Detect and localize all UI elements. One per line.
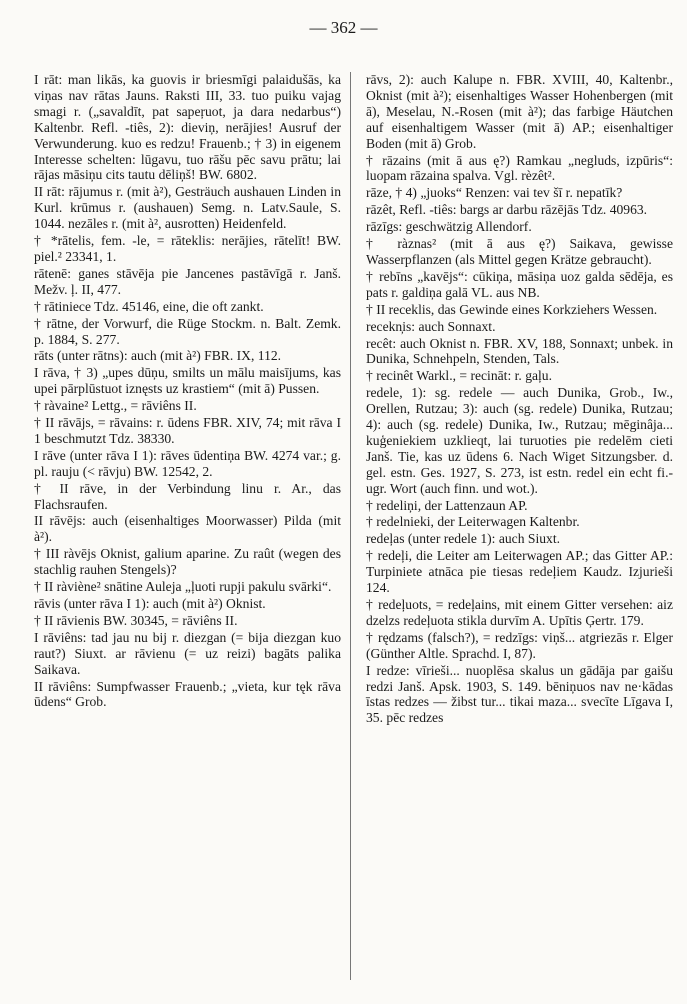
entry: rāze, † 4) „juoks“ Renzen: vai tev šī r. nepatīk? (366, 185, 623, 201)
entry: † rātiniece Tdz. 45146, eine, die oft zankt. (34, 298, 264, 314)
entry: † rebīns „kavējs“: cūkiņa, māsiņa uoz galda sēdēja, es pats r. galdiņa galā VL. aus NB. (366, 268, 673, 300)
entry: † redeļi, die Leiter am Leiterwagen AP.; das Gitter AP.: Turpiniete atnāca pie tiesas redeļiem Kaudz. Izjurieši 124. (366, 548, 673, 596)
entry: I rāt: man likās, ka guovis ir briesmīgi palaidušās, ka viņas nav rātas Jauns. Raksti III, 33. tuo puiku vajag smagi r. („savaldīt, pat sapeŗuot, ja dara nedarbus“) Kaltenbr. Refl. -tiês, 2): dieviņ, nerājies! Ausruf der Verwunderung. kuo es redzu! Frauenb.; † 3) in eigenem Interesse schelten: lūgavu, tuo rāšu pēc savu prātu; lai rājas māsiņu cits tautu dēliņš! BW. 6802. (34, 72, 341, 183)
entry: redele, 1): sg. redele — auch Dunika, Grob., Iw., Orellen, Rutzau; 3): auch (sg. redele) Dunika, Rutzau; 4): auch (sg. redele) Dunika, Iw., Rutzau; mēginâja... kuģeniekiem uzklieqt, lai turuoties pie redelēm cieti Janš. Tie, kas uz ūdens 6. Nach Wiget Sitzungsber. d. gel. estn. Ges. 1927, S. 273, ist estn. redel ein echt fi.-ugr. Wort (auch finn. und wot.). (366, 385, 673, 496)
entry: I redze: vīrieši... nuoplēsa skalus un gādāja par gaišu redzi Janš. Apsk. 1903, S. 149. bēniņuos nav ne·kādas īstas redzes — žibst tur... tikai maza... svecīte Līgava I, 35. pēc redzes (366, 662, 673, 726)
entry: † redeļuots, = redeļains, mit einem Gitter versehen: aiz dzelzs redeļuota stikla durvīm A. Upītis Ģertr. 179. (366, 597, 673, 628)
entry: rāvis (unter rāva I 1): auch (mit à²) Oknist. (34, 596, 266, 611)
entry: † rātne, der Vorwurf, die Rüge Stockm. n. Balt. Zemk. p. 1884, S. 277. (34, 315, 341, 347)
entry: † rędzams (falsch?), = redzīgs: viņš... atgriezās r. Elger (Günther Altle. Sprachd. I, 87). (366, 629, 673, 661)
entry: II rāvējs: auch (eisenhaltiges Moorwasser) Pilda (mit à²). (34, 513, 341, 545)
entry: † recinêt Warkl., = recināt: r. gaļu. (366, 368, 552, 384)
page-number: — 362 — (309, 18, 378, 37)
entry: † III ràvējs Oknist, galium aparine. Zu raût (wegen des stachlig rauhen Stengels)? (34, 546, 341, 578)
entry: † ràvaine² Lettg., = rāviêns II. (34, 398, 197, 414)
right-column (366, 72, 673, 727)
entry: † II rāve, in der Verbindung linu r. Ar., das Flachsraufen. (34, 480, 341, 512)
entry: rāzêt, Refl. -tiês: bargs ar darbu rāzējās Tdz. 40963. (366, 202, 648, 218)
entry: recêt: auch Oknist n. FBR. XV, 188, Sonnaxt; unbek. in Dunika, Schnehpeln, Stenden, Tals. (366, 335, 673, 367)
entry: † ràznas² (mit ā aus ę?) Saikava, gewisse Wasserpflanzen (als Mittel gegen Krätze gebraucht). (366, 236, 673, 267)
entry: rāvs, 2): auch Kalupe n. FBR. XVIII, 40, Kaltenbr., Oknist (mit à²); eisenhaltiges Wasser Hohenbergen (mit ā), Meselau, N.-Rosen (mit à²); das farbige Häutchen auf eisenhaltigem Wasser (mit ā) AP.; eisenhaltiger Boden (mit ā) Grob. (366, 72, 673, 151)
entry: rātenē: ganes stāvēja pie Jancenes pastāvīgā r. Janš. Mežv. ļ. II, 477. (34, 265, 341, 297)
entry: † redeliņi, der Lattenzaun AP. (366, 497, 528, 513)
entry: II rāviêns: Sumpfwasser Frauenb.; „vieta, kur tęk rāva ūdens“ Grob. (34, 678, 341, 710)
entry: † II ràviène² snātine Auleja „ļuoti rupji pakulu svārki“. (34, 579, 332, 595)
entry: † *rātelis, fem. -le, = rāteklis: nerājies, rātelīt! BW. piel.² 23341, 1. (34, 233, 341, 264)
entry: † rāzains (mit ā aus ę?) Ramkau „negluds, izpūris“: luopam rāzaina spalva. Vgl. rèzêt². (366, 152, 673, 184)
left-column (34, 72, 341, 711)
entry: I rāve (unter rāva I 1): rāves ūdentiņa BW. 4274 var.; g. pl. rauju (< rāvju) BW. 12542, 2. (34, 447, 341, 479)
entry: † II rāvājs, = rāvains: r. ūdens FBR. XIV, 74; mit rāva I 1 beschmutzt Tdz. 38330. (34, 415, 341, 446)
entry: † II rāvienis BW. 30345, = rāviêns II. (34, 612, 238, 628)
entry: † redelnieki, der Leiterwagen Kaltenbr. (366, 514, 580, 530)
entry: † II receklis, das Gewinde eines Korkziehers Wessen. (366, 301, 658, 317)
entry: redeļas (unter redele 1): auch Siuxt. (366, 531, 561, 547)
entry: I rāva, † 3) „upes dūņu, smilts un mālu maisījums, kas upei pārplūstuot iznęsts uz krastiem“ (mit ā) Pussen. (34, 365, 341, 397)
entry: I rāviêns: tad jau nu bij r. diezgan (= bija diezgan kuo raut?) Siuxt. ar rāvienu (= uz reizi) bagāts palika Saikava. (34, 629, 341, 677)
entry: recekn̦is: auch Sonnaxt. (366, 318, 496, 334)
entry: II rāt: rājumus r. (mit à²), Gesträuch aushauen Linden in Kurl. krūmus r. (aushauen) Semg. n. Latv.Saule, S. 1044. nezāles r. (mit à², ausrotten) Heidenfeld. (34, 184, 341, 232)
entry: rāts (unter rātns): auch (mit à²) FBR. IX, 112. (34, 348, 282, 364)
entry: rāzīgs: geschwätzig Allendorf. (366, 219, 532, 235)
column-divider (350, 72, 351, 980)
